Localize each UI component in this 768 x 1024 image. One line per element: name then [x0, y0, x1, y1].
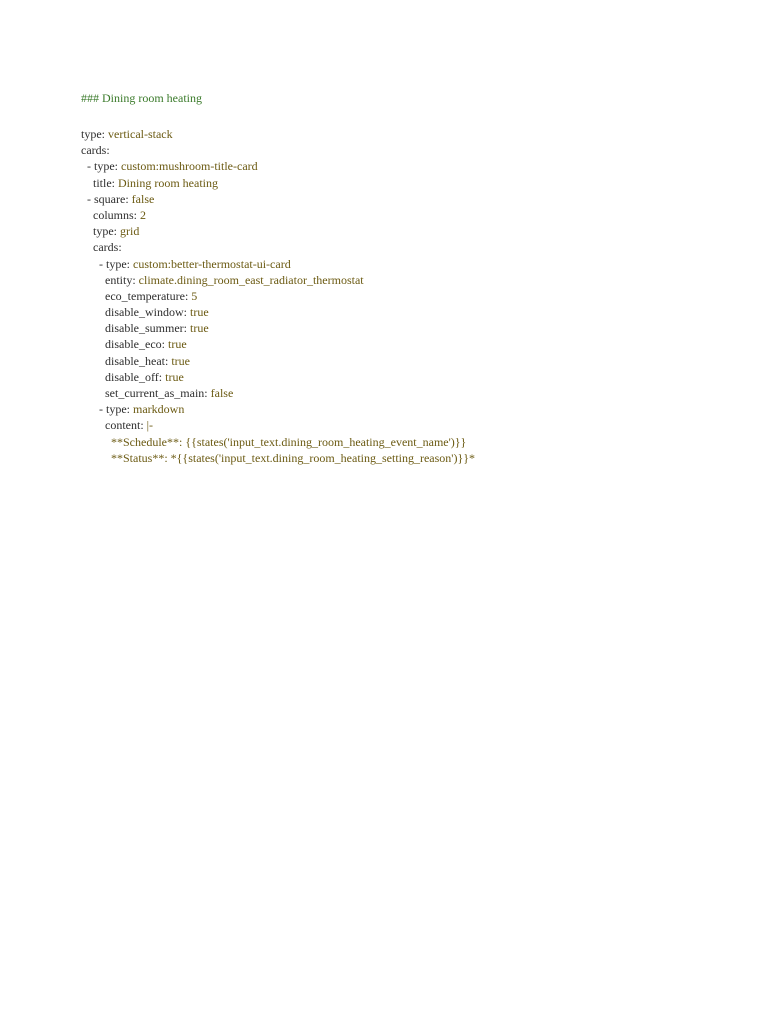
yaml-code-block [81, 126, 475, 466]
code-key: title: [93, 175, 115, 190]
code-value: true [168, 353, 190, 368]
code-value: 5 [188, 288, 198, 303]
code-line [81, 223, 475, 239]
code-line [81, 320, 475, 336]
code-indent [81, 337, 105, 351]
code-key: - type: [99, 256, 130, 271]
code-key: disable_off: [105, 369, 163, 384]
code-indent [81, 273, 105, 287]
code-value: 2 [137, 207, 146, 222]
code-line [81, 385, 475, 401]
code-indent [81, 418, 105, 432]
code-line [81, 401, 475, 417]
code-indent [81, 305, 105, 319]
code-value: |- [143, 418, 154, 433]
code-indent [81, 386, 105, 400]
code-indent [81, 402, 99, 416]
code-key: disable_heat: [105, 353, 169, 368]
code-value: markdown [130, 402, 185, 417]
code-key: eco_temperature: [105, 288, 189, 303]
code-value: **Status**: *{{states('input_text.dining_room_heating_setting_reason')}}* [111, 450, 475, 465]
code-line [81, 304, 475, 320]
code-key: disable_summer: [105, 321, 187, 336]
code-line [81, 434, 475, 450]
code-indent [81, 240, 93, 254]
code-line [81, 336, 475, 352]
code-value: vertical-stack [105, 127, 173, 141]
code-line [81, 288, 475, 304]
code-value: true [164, 337, 187, 352]
code-indent [81, 257, 99, 271]
code-key: - square: [87, 191, 129, 206]
code-value: true [186, 321, 209, 336]
code-indent [81, 370, 105, 384]
code-key: entity: [105, 272, 136, 287]
code-line [81, 272, 475, 288]
code-line [81, 450, 475, 466]
code-value: true [162, 369, 184, 384]
code-value: grid [117, 224, 140, 239]
code-value: false [207, 386, 234, 400]
code-line [81, 175, 475, 191]
code-value: false [128, 191, 155, 206]
code-line [81, 256, 475, 272]
code-key: columns: [93, 207, 137, 222]
code-indent [81, 176, 93, 190]
code-indent [81, 289, 105, 303]
code-key: type: [81, 127, 105, 141]
code-indent [81, 208, 93, 222]
code-indent [81, 224, 93, 238]
code-line [81, 353, 475, 369]
code-key: content: [105, 418, 144, 433]
code-value: **Schedule**: {{states('input_text.dining_room_heating_event_name')}} [111, 434, 467, 449]
code-indent [81, 354, 105, 368]
code-value: custom:better-thermostat-ui-card [130, 256, 291, 271]
code-line [81, 191, 475, 207]
code-indent [81, 451, 111, 465]
code-value: custom:mushroom-title-card [118, 159, 258, 174]
code-key: disable_eco: [105, 337, 165, 352]
code-key: type: [93, 224, 117, 239]
code-indent [81, 435, 111, 449]
code-value: climate.dining_room_east_radiator_thermostat [135, 272, 364, 287]
code-line [81, 142, 475, 158]
code-key: - type: [99, 402, 130, 417]
code-line [81, 239, 475, 255]
code-line [81, 369, 475, 385]
code-value: true [187, 305, 209, 320]
code-key: - type: [87, 159, 118, 174]
code-indent [81, 321, 105, 335]
code-line [81, 417, 475, 433]
code-line [81, 158, 475, 174]
code-key: cards: [81, 143, 110, 158]
code-line [81, 126, 475, 142]
code-key: disable_window: [105, 305, 187, 320]
code-key: set_current_as_main: [105, 386, 208, 400]
code-line [81, 207, 475, 223]
document-heading: ### Dining room heating [81, 91, 202, 105]
code-value: Dining room heating [115, 175, 218, 190]
code-key: cards: [93, 240, 122, 255]
